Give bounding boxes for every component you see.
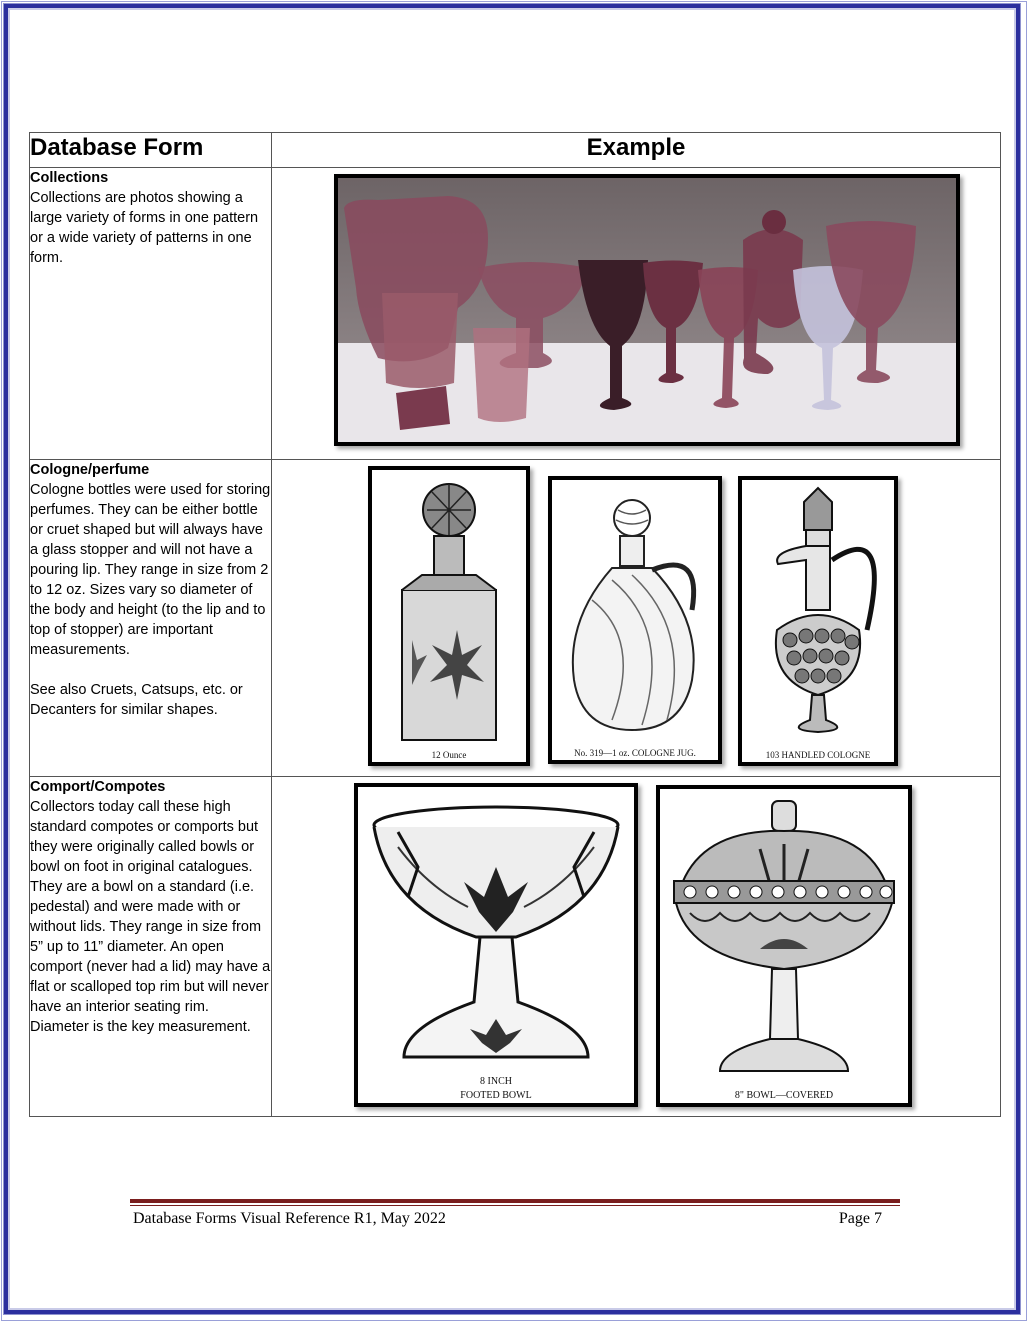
footer-page-number: Page 7 (838, 1210, 882, 1227)
row-text: Collectors today call these high standard compotes or comports but they were originally called bowls or bowl on foot in original catalogues. They are a bowl on a standard (i.e. pedestal) and were made with or without lids. They range in size from 5” up to 11” diameter. An open comport (never had a lid) may have a flat or scalloped top rim but will never have an interior seating rim. Diameter is the key measurement. (30, 799, 271, 1035)
collections-description (30, 168, 272, 460)
caption-cologne-jug: No. 319—1 oz. COLOGNE JUG. (574, 748, 696, 758)
covered-bowl-image (660, 789, 908, 1089)
footer-rule (130, 1199, 900, 1203)
handled-cologne-illustration (738, 476, 898, 766)
collections-photo (334, 174, 960, 446)
covered-bowl-illustration (656, 785, 912, 1107)
square-cologne-image (372, 470, 526, 750)
comport-description (30, 777, 272, 1117)
cologne-bottle-illustration (368, 466, 530, 766)
caption-8-inch: 8 INCH (480, 1076, 512, 1087)
header-database-form: Database Form (30, 133, 272, 168)
handled-cologne-image (742, 480, 894, 748)
cologne-description (30, 460, 272, 777)
table-row (30, 777, 1001, 1117)
caption-12-ounce: 12 Ounce (431, 750, 467, 760)
database-forms-table (29, 132, 1001, 1117)
row-text: Collections are photos showing a large variety of forms in one pattern or a wide variety of patterns in one form. (30, 190, 259, 266)
footed-bowl-image (358, 787, 634, 1083)
cologne-jug-illustration (548, 476, 722, 764)
table-row (30, 460, 1001, 777)
row-title: Cologne/perfume (30, 462, 150, 478)
table-header-row (30, 133, 1001, 168)
cologne-example (272, 460, 1001, 777)
footed-bowl-illustration (354, 783, 638, 1107)
row-text-see-also: See also Cruets, Catsups, etc. or Decanters for similar shapes. (30, 682, 243, 718)
row-text: Cologne bottles were used for storing perfumes. They can be either bottle or cruet shaped but will always have a glass stopper and will not have a pouring lip. They range in size from 2 to 12 oz. Sizes vary so diameter of the body and height (to the lip and to top of stopper) are important measurements. (30, 482, 271, 658)
glassware-collection-image (338, 178, 956, 442)
caption-footed-bowl: FOOTED BOWL (460, 1090, 532, 1101)
header-example: Example (272, 133, 1001, 168)
collections-example (272, 168, 1001, 460)
row-title: Collections (30, 170, 109, 186)
table-row (30, 168, 1001, 460)
comport-example (272, 777, 1001, 1117)
caption-handled-cologne: 103 HANDLED COLOGNE (765, 750, 871, 760)
caption-covered-bowl: 8" BOWL—COVERED (734, 1090, 834, 1101)
footer-rule-thin (130, 1205, 900, 1206)
cologne-jug-image (552, 480, 718, 746)
row-title: Comport/Compotes (30, 779, 166, 795)
footer-document-title: Database Forms Visual Reference R1, May 2022 (133, 1210, 446, 1227)
